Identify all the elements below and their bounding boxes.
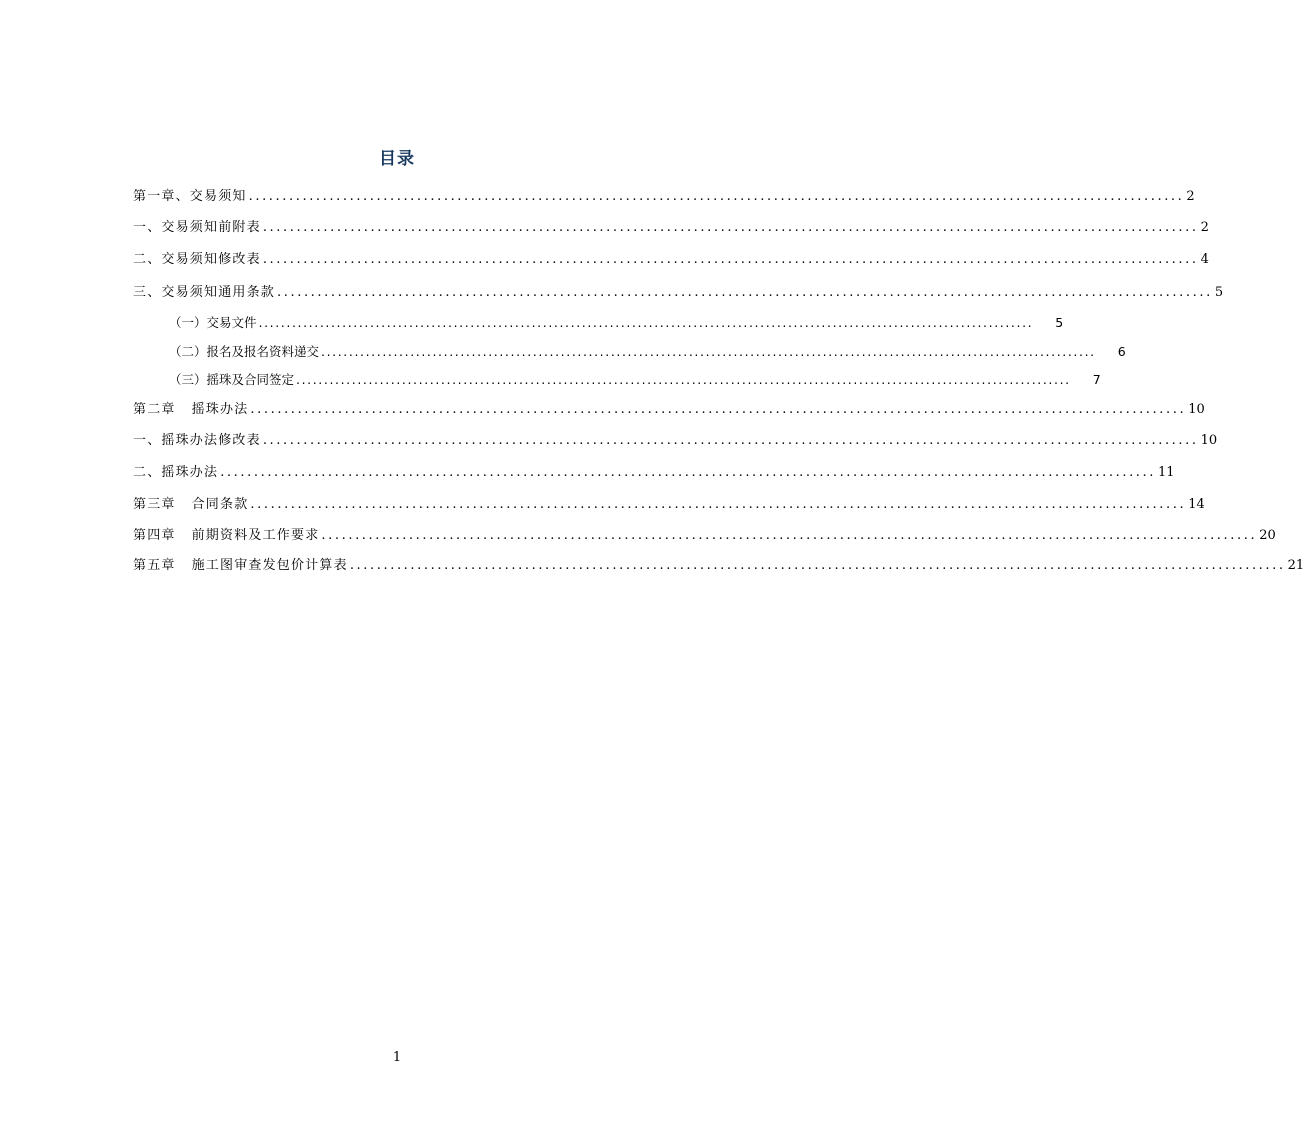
dot-leader: ........................................................................................................................................... [349, 558, 1286, 573]
toc-entry-text: 第一章、交易须知 [133, 189, 247, 204]
toc-entry-page: 5 [1214, 285, 1224, 300]
toc-entry-text: 一、交易须知前附表 [133, 220, 261, 235]
dot-leader: ........................................................................................................................................... [321, 344, 1096, 359]
toc-entry-text: 第三章 合同条款 [133, 497, 249, 512]
toc-entry[interactable] [133, 186, 1195, 208]
dot-leader: ........................................................................................................................................... [258, 315, 1034, 330]
dot-leader: ........................................................................................................................................... [277, 285, 1213, 300]
toc-subentry[interactable] [169, 341, 1126, 363]
dot-leader: ........................................................................................................................................... [250, 402, 1187, 417]
dot-leader: ........................................................................................................................................... [248, 189, 1185, 204]
dot-leader: ........................................................................................................................................... [262, 220, 1199, 235]
toc-entry[interactable] [133, 555, 1304, 577]
toc-entry-page: 4 [1200, 252, 1209, 267]
toc-entry-page: 2 [1200, 220, 1209, 235]
toc-entry-text: 三、交易须知通用条款 [133, 285, 276, 300]
dot-leader: ........................................................................................................................................... [220, 465, 1156, 480]
toc-entry-page: 2 [1186, 189, 1195, 204]
dot-leader: ........................................................................................................................................... [262, 252, 1199, 267]
toc-entry-page: 10 [1200, 433, 1218, 448]
toc-entry-text: 第二章 摇珠办法 [133, 402, 249, 417]
toc-entry[interactable] [133, 282, 1224, 304]
toc-entry[interactable] [133, 399, 1205, 421]
toc-entry-page: 14 [1188, 497, 1205, 512]
toc-entry-text: （二）报名及报名资料递交 [169, 344, 320, 359]
toc-entry-text: 第五章 施工图审查发包价计算表 [133, 558, 348, 573]
toc-subentry[interactable] [169, 312, 1064, 334]
toc-entry-text: 一、摇珠办法修改表 [133, 433, 261, 448]
toc-entry[interactable] [133, 462, 1175, 484]
toc-entry-page: 5 [1055, 315, 1064, 330]
dot-leader: ........................................................................................................................................... [262, 433, 1199, 448]
dot-leader: ........................................................................................................................................... [296, 372, 1071, 387]
toc-entry-text: 二、交易须知修改表 [133, 252, 261, 267]
toc-entry[interactable] [133, 525, 1276, 547]
toc-entry-page: 21 [1287, 558, 1304, 573]
toc-entry-page: 20 [1259, 528, 1276, 543]
toc-entry-text: （三）摇珠及合同签定 [169, 372, 295, 387]
toc-entry-text: 第四章 前期资料及工作要求 [133, 528, 320, 543]
toc-entry-page: 6 [1117, 344, 1126, 359]
toc-entry[interactable] [133, 249, 1209, 271]
page-number: 1 [392, 1050, 402, 1065]
toc-entry-text: （一）交易文件 [169, 315, 257, 330]
dot-leader: ........................................................................................................................................... [250, 497, 1187, 512]
dot-leader: ........................................................................................................................................... [321, 528, 1258, 543]
toc-entry-page: 11 [1158, 465, 1175, 480]
toc-entry-text: 二、摇珠办法 [133, 465, 219, 480]
toc-title: 目录 [379, 149, 415, 169]
toc-entry[interactable] [133, 217, 1209, 239]
toc-entry-page: 7 [1092, 372, 1101, 387]
toc-subentry[interactable] [169, 369, 1101, 391]
toc-entry[interactable] [133, 430, 1218, 452]
toc-entry-page: 10 [1188, 402, 1205, 417]
toc-entry[interactable] [133, 494, 1205, 516]
